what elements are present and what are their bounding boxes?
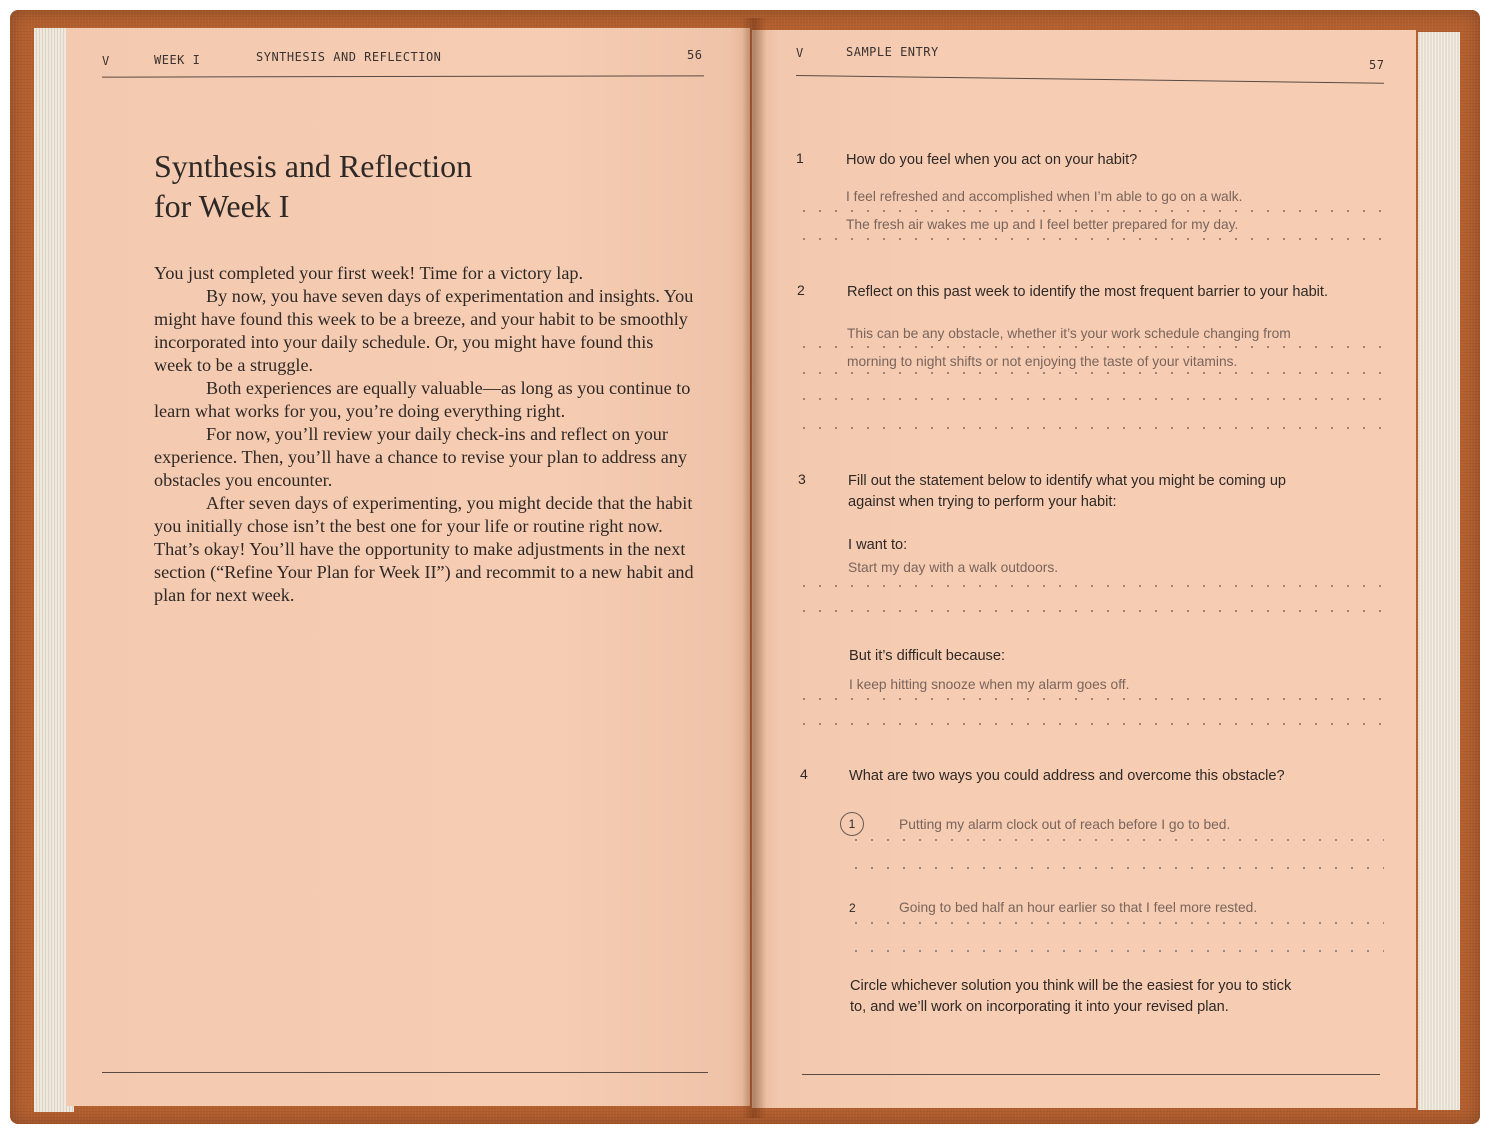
paragraph: For now, you’ll review your daily check-ins and reflect on your experience. Then, you’ll have a chance to revise your plan to address any obstacles you encounter. (154, 424, 687, 490)
body-text (154, 262, 694, 607)
statement-label: But it’s difficult because: (849, 648, 1006, 664)
answer-text: I keep hitting snooze when my alarm goes off. (849, 677, 1130, 692)
answer-text: Putting my alarm clock out of reach before I go to bed. (899, 817, 1231, 832)
answer-text: The fresh air wakes me up and I feel better prepared for my day. (846, 217, 1239, 232)
dotted-line (796, 585, 1384, 587)
answer-text: This can be any obstacle, whether it’s your work schedule changing from (847, 326, 1291, 341)
question-text: Fill out the statement below to identify what you might be coming up (848, 473, 1287, 489)
dotted-line (796, 723, 1384, 725)
option-number: 2 (849, 901, 856, 915)
dotted-line (848, 950, 1384, 952)
header-page-number: 56 (687, 48, 703, 62)
header-chapter: SYNTHESIS AND REFLECTION (256, 50, 442, 64)
answer-text: Going to bed half an hour earlier so that I feel more rested. (899, 900, 1258, 915)
closing-text: to, and we’ll work on incorporating it into your revised plan. (850, 999, 1229, 1015)
answer-text: I feel refreshed and accomplished when I’m able to go on a walk. (846, 189, 1243, 204)
answer-text: morning to night shifts or not enjoying the taste of your vitamins. (847, 354, 1238, 369)
dotted-line (796, 610, 1384, 612)
paragraph: Both experiences are equally valuable—as long as you continue to learn what works for you, you’re doing everything right. (154, 378, 691, 421)
question-text: What are two ways you could address and overcome this obstacle? (849, 768, 1285, 784)
left-page (66, 28, 750, 1106)
dotted-line (796, 398, 1384, 400)
dotted-line (796, 238, 1384, 240)
dotted-line (848, 839, 1384, 841)
answer-text: Start my day with a walk outdoors. (848, 560, 1059, 575)
title-line-2: for Week I (154, 188, 290, 224)
question-number: 4 (800, 766, 808, 782)
right-page (752, 30, 1416, 1108)
page-edges-right (1418, 32, 1460, 1110)
paragraph: After seven days of experimenting, you might decide that the habit you initially chose isn’t the best one for your life or routine right now. That’s okay! You’ll have the opportunity to make adjustments in the next section (“Refine Your Plan for Week II”) and recommit to a new habit and plan for next week. (154, 493, 694, 605)
book-spine-shadow (742, 18, 766, 1118)
question-number: 3 (798, 471, 806, 487)
question-text: against when trying to perform your habit: (848, 494, 1117, 510)
dotted-line (848, 922, 1384, 924)
footer-rule (102, 1072, 708, 1073)
page-title (154, 146, 574, 226)
circled-option-number: 1 (840, 812, 864, 836)
question-number: 1 (796, 150, 804, 166)
question-number: 2 (797, 282, 805, 298)
closing-text: Circle whichever solution you think will be the easiest for you to stick (850, 978, 1292, 994)
header-page-number: 57 (1369, 58, 1385, 72)
header-section-marker: V (102, 54, 110, 68)
dotted-line (796, 427, 1384, 429)
header-week: WEEK I (154, 53, 201, 67)
header-rule (102, 75, 704, 77)
paragraph: You just completed your first week! Time for a victory lap. (154, 263, 584, 283)
header-section-marker: V (796, 46, 804, 60)
dotted-line (796, 698, 1384, 700)
question-text: Reflect on this past week to identify the most frequent barrier to your habit. (847, 284, 1329, 300)
dotted-line (796, 372, 1384, 374)
dotted-line (848, 867, 1384, 869)
paragraph: By now, you have seven days of experimentation and insights. You might have found this week to be a breeze, and your habit to be smoothly incorporated into your daily schedule. Or, you might have found this week to be a struggle. (154, 286, 694, 375)
footer-rule (802, 1074, 1380, 1075)
statement-label: I want to: (848, 537, 908, 553)
header-label: SAMPLE ENTRY (846, 45, 939, 59)
question-text: How do you feel when you act on your habit? (846, 152, 1138, 168)
header-rule (796, 75, 1384, 84)
title-line-1: Synthesis and Reflection (154, 148, 473, 184)
